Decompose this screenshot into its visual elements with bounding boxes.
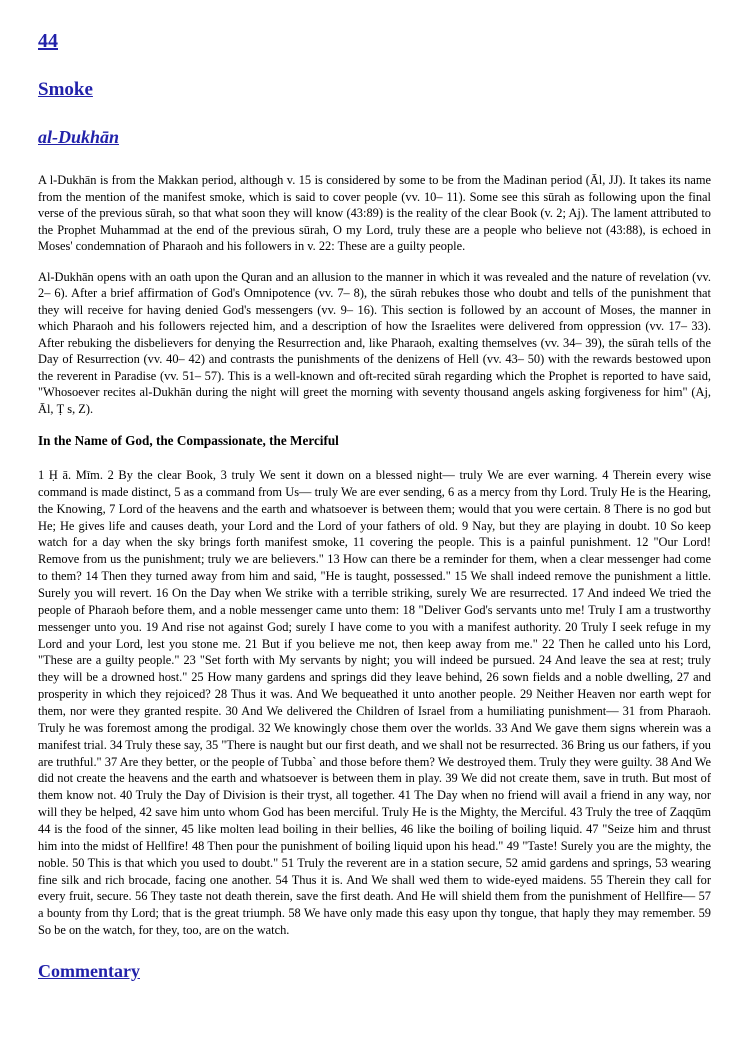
chapter-number: 44: [38, 30, 58, 52]
chapter-title: Smoke: [38, 79, 93, 100]
chapter-title-transliteration: al-Dukhān: [38, 127, 120, 147]
commentary-heading: Commentary: [38, 961, 140, 982]
verses-body: 1 Ḥ ā. Mīm. 2 By the clear Book, 3 truly We sent it down on a blessed night— truly We are ever warning. 4 Therein every wise command is made distinct, 5 as a command from Us— truly We are ever sending, 6 as a mercy from thy Lord. Truly He is the Hearing, the Knowing, 7 Lord of the heavens and the earth and whatsoever is between them; would that you were certain. 8 There is no god but He; He gives life and causes death, your Lord and the Lord of your fathers of old. 9 Nay, but they are playing in doubt. 10 So keep watch for a day when the sky brings forth manifest smoke, 11 covering the people. This is a painful punishment. 12 "Our Lord! Remove from us the punishment; truly we are believers." 13 How can there be a reminder for them, when a clear messenger had come to them? 14 Then they turned away from him and said, "He is taught, possessed." 15 We shall indeed remove the punishment a little. Surely you will revert. 16 On the Day when We strike with a terrible striking, surely We are resurrected. 17 And indeed We tried the people of Pharaoh before them, and a noble messenger came unto them: 18 "Deliver God's servants unto me! Truly I am a trustworthy messenger unto you. 19 And rise not against God; surely I have come to you with a manifest authority. 20 Truly I seek refuge in my Lord and your Lord, lest you stone me. 21 But if you believe me not, then keep away from me." 22 Then he called unto his Lord, "These are a guilty people." 23 "Set forth with My servants by night; you will indeed be pursued. 24 And leave the sea at rest; truly they will be a drowned host." 25 How many gardens and springs did they leave behind, 26 sown fields and a noble dwelling, 27 and prosperity in which they rejoiced? 28 Thus it was. And We bequeathed it unto another people. 29 Neither Heaven nor earth wept for them, nor were they granted respite. 30 And We delivered the Children of Israel from a humiliating punishment— 31 from Pharaoh. Truly he was foremost among the prodigal. 32 We knowingly chose them over the worlds. 33 And We gave them signs wherein was a manifest trial. 34 Truly these say, 35 "There is naught but our first death, and we shall not be resurrected. 36 Bring us our fathers, if you are truthful." 37 Are they better, or the people of Tubba` and those before them? We destroyed them. Truly they were guilty. 38 And We did not create the heavens and the earth and whatsoever is between them in play. 39 We did not create them, save in truth. But most of them know not. 40 Truly the Day of Division is their tryst, all together. 41 The Day when no friend will avail a friend in any way, nor will they be helped, 42 save him unto whom God has been merciful. Truly He is the Mighty, the Merciful. 43 Truly the tree of Zaqqūm 44 is the food of the sinner, 45 like molten lead boiling in their bellies, 46 like the boiling of boiling liquid. 47 "Seize him and thrust him into the midst of Hellfire! 48 Then pour the punishment of boiling liquid upon his head." 49 "Taste! Surely you are the mighty, the noble. 50 This is that which you used to doubt." 51 Truly the reverent are in a station secure, 52 amid gardens and springs, 53 wearing fine silk and rich brocade, facing one another. 54 Thus it is. And We shall wed them to wide-eyed maidens. 55 Therein they call for every fruit, secure. 56 They taste not death therein, save the first death. And He will shield them from the punishment of Hellfire— 57 a bounty from thy Lord; that is the great triumph. 58 We have only made this easy upon thy tongue, that haply they may remember. 59 So be on the watch, for they, too, are on the watch.: [38, 468, 711, 938]
intro-paragraph-2: Al-Dukhān opens with an oath upon the Quran and an allusion to the manner in which it was revealed and the nature of revelation (vv. 2– 6). After a brief affirmation of God's Omnipotence (vv. 7– 8), the sūrah rebukes those who doubt and tells of the punishment that they will receive for having denied God's messengers (vv. 9– 16). This section is followed by an account of Moses, the manner in which Pharaoh and his followers rejected him, and a description of how the Israelites were delivered from oppression (vv. 17– 33). After rebuking the disbelievers for denying the Resurrection and, like Pharaoh, exalting themselves (vv. 34– 39), the sūrah tells of the Day of Resurrection (vv. 40– 42) and contrasts the punishments of the denizens of Hell (vv. 43– 50) with the rewards bestowed upon the reverent in Paradise (vv. 51– 57). This is a well-known and oft-recited sūrah regarding which the Prophet is reported to have said, "Whosoever recites al-Dukhān during the night will greet the morning with seventy thousand angels asking forgiveness for him" (Aj, Āl, Ṭ s, Z).: [38, 269, 711, 416]
basmala-heading: In the Name of God, the Compassionate, the Merciful: [38, 433, 339, 448]
intro-paragraph-1: A l-Dukhān is from the Makkan period, although v. 15 is considered by some to be from the Madinan period (Āl, JJ). It takes its name from the mention of the manifest smoke, which is said to cover people (vv. 10– 11). Some see this sūrah as following upon the final verse of the previous sūrah, so that what soon they will know (43:89) is the reality of the clear Book (v. 2; Aj). The lament attributed to the Prophet Muhammad at the end of the previous sūrah, O my Lord, truly these are a people who believe not (43:88), is echoed in Moses' condemnation of Pharaoh and his followers in v. 22: These are a guilty people.: [38, 173, 711, 253]
